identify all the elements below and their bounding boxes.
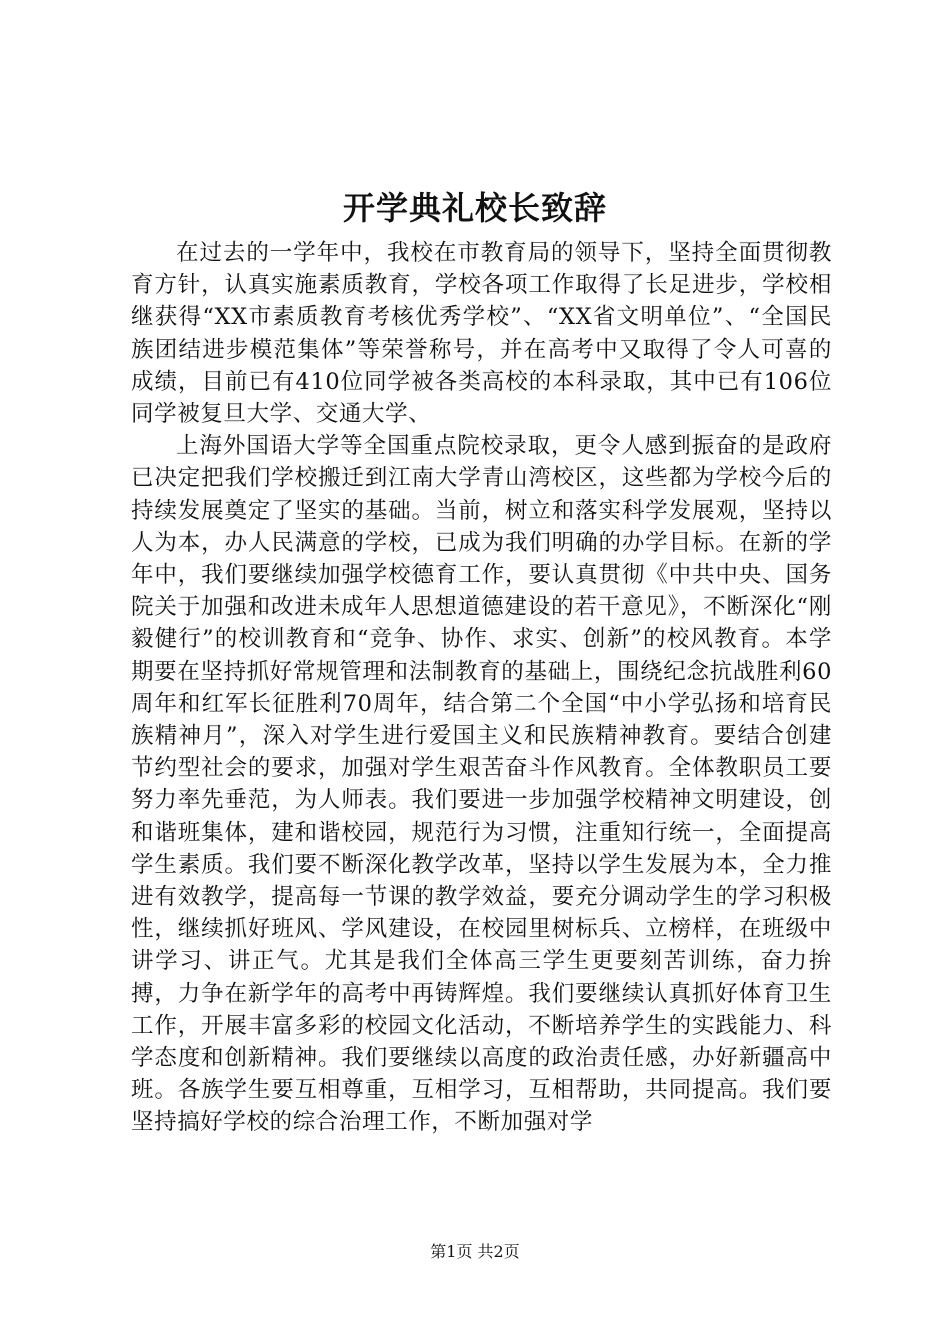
page-number: 第1页 共2页	[430, 1242, 520, 1261]
page-footer	[0, 1242, 950, 1262]
document-title: 开学典礼校长致辞	[342, 189, 607, 227]
document-body	[131, 237, 832, 1139]
paragraph-1: 在过去的一学年中，我校在市教育局的领导下，坚持全面贯彻教育方针，认真实施素质教育，学校各项工作取得了长足进步，学校相继获得“XX市素质教育考核优秀学校”、“XX省文明单位”、“全国民族团结进步模范集体”等荣誉称号，并在高考中又取得了令人可喜的成绩，目前已有410位同学被各类高校的本科录取，其中已有106位同学被复旦大学、交通大学、	[131, 240, 832, 428]
paragraph-2: 上海外国语大学等全国重点院校录取，更令人感到振奋的是政府已决定把我们学校搬迁到江南大学青山湾校区，这些都为学校今后的持续发展奠定了坚实的基础。当前，树立和落实科学发展观，坚持以人为本，办人民满意的学校，已成为我们明确的办学目标。在新的学年中，我们要继续加强学校德育工作，要认真贯彻《中共中央、国务院关于加强和改进未成年人思想道德建设的若干意见》，不断深化“刚毅健行”的校训教育和“竞争、协作、求实、创新”的校风教育。本学期要在坚持抓好常规管理和法制教育的基础上，围绕纪念抗战胜利60周年和红军长征胜利70周年，结合第二个全国“中小学弘扬和培育民族精神月”，深入对学生进行爱国主义和民族精神教育。要结合创建节约型社会的要求，加强对学生艰苦奋斗作风教育。全体教职员工要努力率先垂范，为人师表。我们要进一步加强学校精神文明建设，创和谐班集体，建和谐校园，规范行为习惯，注重知行统一，全面提高学生素质。我们要不断深化教学改革，坚持以学生发展为本，全力推进有效教学，提高每一节课的教学效益，要充分调动学生的学习积极性，继续抓好班风、学风建设，在校园里树标兵、立榜样，在班级中讲学习、讲正气。尤其是我们全体高三学生更要刻苦训练，奋力拚搏，力争在新学年的高考中再铸辉煌。我们要继续认真抓好体育卫生工作，开展丰富多彩的校园文化活动，不断培养学生的实践能力、科学态度和创新精神。我们要继续以高度的政治责任感，办好新疆高中班。各族学生要互相尊重，互相学习，互相帮助，共同提高。我们要坚持搞好学校的综合治理工作，不断加强对学	[131, 433, 832, 1136]
